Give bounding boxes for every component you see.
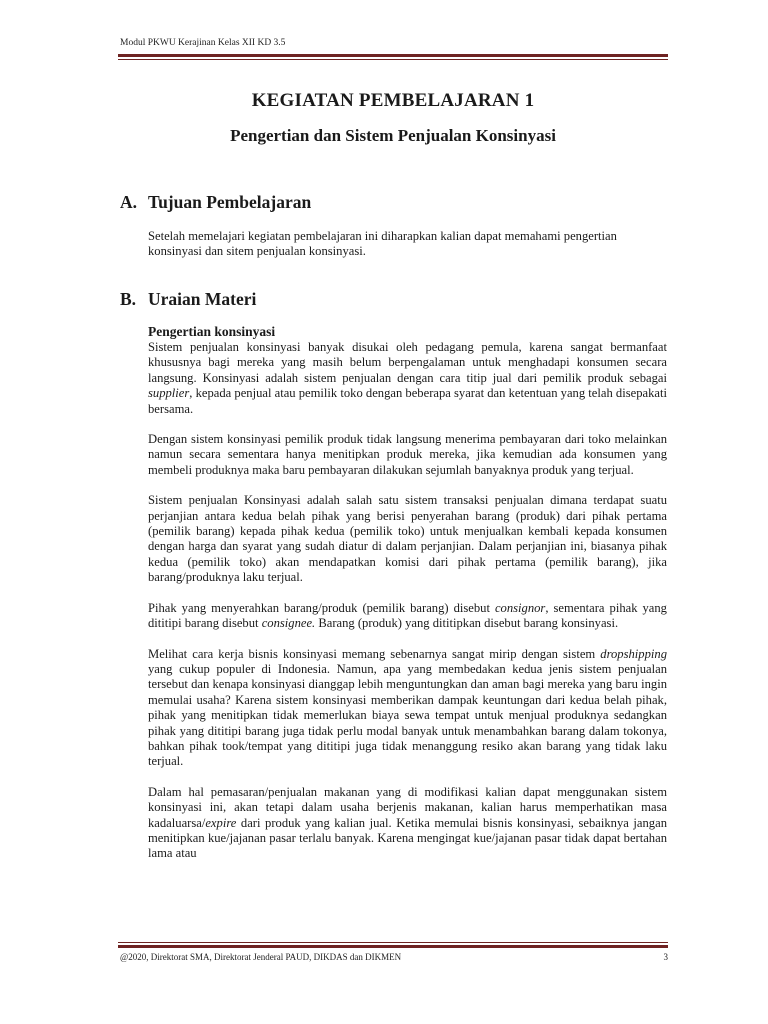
- page-header: Modul PKWU Kerajinan Kelas XII KD 3.5: [120, 38, 286, 48]
- paragraph-6-text-a: Dalam hal pemasaran/penjualan makanan yang di modifikasi kalian dapat menggunakan sistem konsinyasi ini, akan tetapi dalam usaha berjenis makanan, kalian harus memperhatikan masa kadaluarsa/: [148, 784, 667, 830]
- page-footer: [120, 952, 668, 962]
- footer-rule-thick: [118, 945, 668, 948]
- section-b-body: [148, 324, 667, 877]
- paragraph-5: [148, 647, 667, 770]
- paragraph-6: [148, 785, 667, 862]
- paragraph-6-term: expire: [205, 815, 237, 830]
- paragraph-1-text-a: Sistem penjualan konsinyasi banyak disukai oleh pedagang pemula, karena sangat bermanfaat khususnya bagi mereka yang masih belum berpengalaman untuk menghadapi konsumen secara langsung. Konsinyasi adalah sistem penjualan dengan cara titip jual dari pemilik produk sebagai: [148, 340, 667, 385]
- paragraph-4-text-b: , sementara pihak yang dititipi barang disebut: [148, 600, 667, 631]
- section-a-heading: [120, 192, 311, 213]
- paragraph-5-text-a: Melihat cara kerja bisnis konsinyasi memang sebenarnya sangat mirip dengan sistem: [148, 646, 601, 661]
- paragraph-4: [148, 601, 667, 632]
- paragraph-2: Dengan sistem konsinyasi pemilik produk tidak langsung menerima pembayaran dari toko melainkan namun secara sementara hanya menitipkan produk mereka, jika kemudian ada konsumen yang membeli produknya maka baru pembayaran dilakukan sejumlah banyaknya produk yang terjual.: [148, 432, 667, 477]
- paragraph-3: Sistem penjualan Konsinyasi adalah salah satu sistem transaksi penjualan dimana terdapat suatu perjanjian antara kedua belah pihak yang berisi penyerahan barang (produk) dari pihak pertama (pemilik barang) kepada pihak kedua (pemilik toko) untuk menjualkan kembali kepada konsumen dengan harga dan syarat yang sudah diatur di dalam perjanjian. Dalam perjanjian ini, biasanya pihak kedua (pemilik toko) akan mendapatkan komisi dari pihak pertama (pemilik barang), jika barang/produknya laku terjual.: [148, 493, 667, 585]
- paragraph-1: [148, 340, 667, 417]
- section-b-heading: [120, 289, 256, 310]
- section-a-body: [148, 229, 667, 275]
- paragraph-4-text-a: Pihak yang menyerahkan barang/produk (pemilik barang) disebut: [148, 600, 495, 615]
- header-rule-thin: [118, 59, 668, 60]
- paragraph-1-text-b: , kepada penjual atau pemilik toko dengan beberapa syarat dan ketentuan yang telah disepakati bersama.: [148, 386, 667, 416]
- subheading-konsinyasi: Pengertian konsinyasi: [148, 324, 276, 339]
- section-a-letter: A.: [120, 192, 138, 212]
- paragraph-4-text-c: Barang (produk) yang dititipkan disebut barang konsinyasi.: [315, 616, 619, 631]
- page-number: 3: [663, 952, 668, 962]
- section-a-title: Tujuan Pembelajaran: [148, 192, 312, 212]
- section-b-title: Uraian Materi: [148, 289, 257, 309]
- paragraph-5-term: dropshipping: [600, 646, 667, 661]
- section-b-letter: B.: [120, 289, 137, 309]
- page-subtitle: Pengertian dan Sistem Penjualan Konsinyasi: [230, 126, 556, 145]
- footer-rule-thin: [118, 942, 668, 943]
- paragraph-4-term-consignor: consignor: [494, 600, 546, 615]
- header-rule-thick: [118, 54, 668, 57]
- paragraph-5-text-b: yang cukup populer di Indonesia. Namun, apa yang membedakan kedua jenis sistem penjualan tersebut dan kenapa konsinyasi dianggap lebih menguntungkan dan aman bagi mereka yang baru ingin memulai usaha? Karena sistem konsinyasi memberikan dampak keuntungan dari kedua belah pihak, pihak yang menitipkan tidak memerlukan biaya sewa tempat untuk menjual produknya sedangkan pihak yang dititipi barang juga tidak perlu modal banyak untuk menambahkan barang dalam tokonya, bahkan pihak took/tempat yang dititipi juga tidak menanggung resiko akan barang yang tidak laku terjual.: [148, 661, 667, 769]
- paragraph-6-text-b: dari produk yang kalian jual. Ketika memulai bisnis konsinyasi, sebaiknya jangan menitipkan kue/jajanan pasar terlalu banyak. Karena mengingat kue/jajanan pasar tidak dapat bertahan lama atau: [148, 815, 667, 861]
- page-title: KEGIATAN PEMBELAJARAN 1: [251, 90, 535, 111]
- paragraph-4-term-consignee: consignee.: [261, 616, 316, 631]
- footer-text: @2020, Direktorat SMA, Direktorat Jenderal PAUD, DIKDAS dan DIKMEN: [120, 952, 402, 962]
- paragraph-1-term: supplier: [148, 386, 190, 401]
- section-a-text: Setelah memelajari kegiatan pembelajaran ini diharapkan kalian dapat memahami pengertian konsinyasi dan sitem penjualan konsinyasi.: [148, 229, 617, 259]
